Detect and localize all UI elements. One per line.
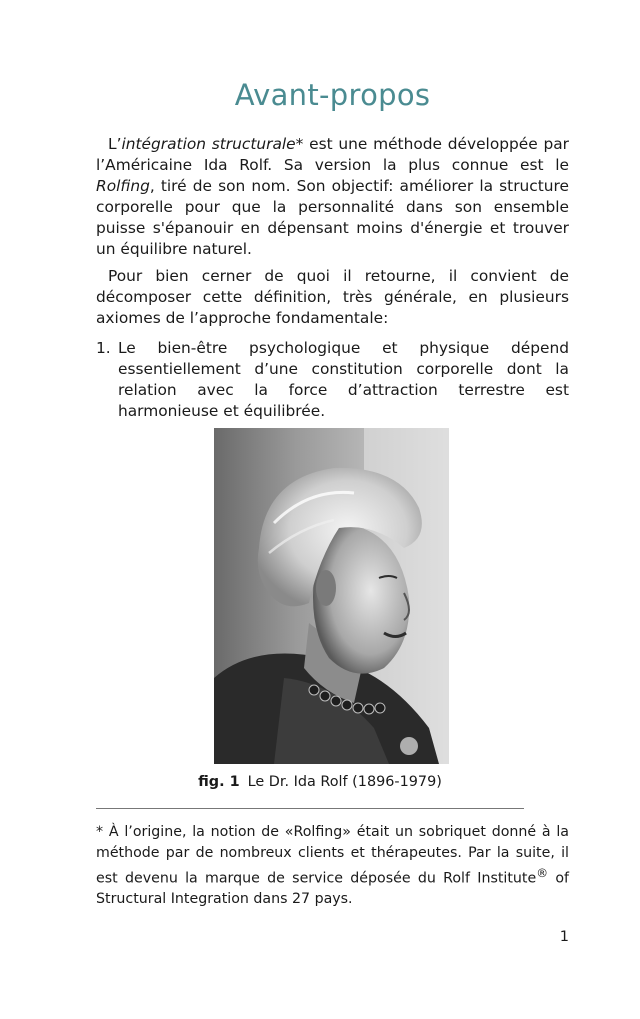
intro-lead: L’ xyxy=(108,135,122,153)
figure-caption xyxy=(0,772,640,792)
second-paragraph: Pour bien cerner de quoi il retourne, il convient de décomposer cette définition, très générale, en plusieurs axiomes de l’approche fondamentale: xyxy=(96,267,569,327)
page-number: 1 xyxy=(559,929,569,945)
figure-label: fig. 1 xyxy=(198,774,240,790)
footnote-text: * À l’origine, la notion de «Rolfing» était un sobriquet donné à la méthode par de nombreux clients et thérapeutes. Par la suite, il est devenu la marque de service déposée du Rolf Institute xyxy=(96,824,569,887)
footnote xyxy=(96,822,569,910)
list-item xyxy=(96,338,569,422)
figure-caption-text: Le Dr. Ida Rolf (1896-1979) xyxy=(247,774,442,790)
list-item-number: 1. xyxy=(96,339,111,357)
intro-after-term: * est une méthode développée par l’Américaine Ida Rolf. Sa version la plus connue est le xyxy=(96,135,570,174)
portrait-photo xyxy=(214,428,449,764)
intro-term: intégration structurale xyxy=(121,135,296,153)
intro-rest: , tiré de son nom. Son objectif: améliorer la structure corporelle pour que la personnalité dans son ensemble puisse s'épanouir en dépensant moins d'énergie et trouver un équilibre naturel. xyxy=(96,177,569,258)
intro-paragraph xyxy=(96,134,569,260)
page-title: Avant-propos xyxy=(234,78,431,112)
axiom-list xyxy=(96,338,569,422)
intro-rolfing: Rolfing xyxy=(96,177,150,195)
footnote-divider xyxy=(96,808,524,809)
list-item-text: Le bien-être psychologique et physique dépend essentiellement d’une constitution corporelle dont la relation avec la force d’attraction terrestre est harmonieuse et équilibrée. xyxy=(118,339,569,420)
registered-mark: ® xyxy=(536,866,549,880)
footnote-text-end: of Structural Integration dans 27 pays. xyxy=(96,870,569,908)
